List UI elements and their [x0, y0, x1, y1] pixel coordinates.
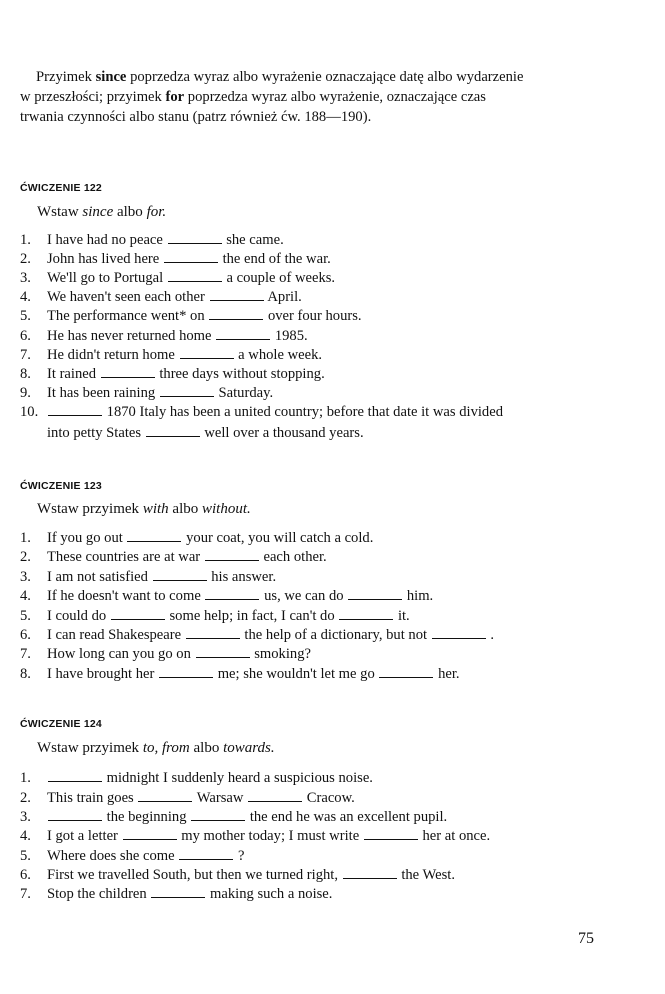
answer-blank[interactable]: [168, 269, 222, 282]
intro-text: Przyimek: [36, 69, 92, 85]
ex122-line-6: 6. He has never returned home 1985.: [20, 327, 308, 344]
exercise-122-line-10-cont: into petty States well over a thousand years.: [47, 425, 364, 441]
exercise-122-heading: ĆWICZENIE 122: [20, 182, 102, 194]
intro-text: trwania czynności albo stanu (patrz również ćw. 188—190).: [20, 109, 372, 125]
answer-blank[interactable]: [48, 769, 102, 782]
answer-blank[interactable]: [146, 424, 200, 437]
intro-text: w przeszłości; przyimek: [20, 89, 162, 105]
exercise-124-line-3: 3. the beginning the end he was an excellent pupil.: [20, 809, 448, 825]
answer-blank[interactable]: [164, 250, 218, 263]
ex123-line-8: 8. I have brought her me; she wouldn't let me go her.: [20, 665, 460, 682]
exercise-123-instruction: Wstaw przyimek with albo without.: [37, 501, 251, 517]
since-keyword: since: [95, 69, 127, 85]
answer-blank[interactable]: [159, 665, 213, 678]
intro-text: poprzedza wyraz albo wyrażenie oznaczające datę albo wydarzenie: [130, 69, 524, 85]
answer-blank[interactable]: [127, 529, 181, 542]
exercise-124-line-2: 2. This train goes Warsaw Cracow.: [20, 790, 355, 806]
answer-blank[interactable]: [248, 789, 302, 802]
answer-blank[interactable]: [151, 885, 205, 898]
answer-blank[interactable]: [153, 568, 207, 581]
answer-blank[interactable]: [180, 346, 234, 359]
answer-blank[interactable]: [209, 307, 263, 320]
answer-blank[interactable]: [379, 665, 433, 678]
page-number: 75: [578, 930, 594, 947]
ex122-line-4: 4. We haven't seen each other April.: [20, 289, 302, 306]
answer-blank[interactable]: [216, 327, 270, 340]
answer-blank[interactable]: [48, 808, 102, 821]
answer-blank[interactable]: [196, 645, 250, 658]
answer-blank[interactable]: [111, 607, 165, 620]
ex123-line-1: 1. If you go out your coat, you will catch a cold.: [20, 530, 374, 546]
ex123-line-2: 2. These countries are at war each other.: [20, 549, 327, 566]
for-keyword: for: [165, 89, 185, 105]
exercise-124-line-5: 5. Where does she come ?: [20, 848, 245, 864]
ex122-line-5: 5. The performance went* on over four hours.: [20, 308, 362, 325]
intro-paragraph: [20, 67, 595, 127]
answer-blank[interactable]: [48, 403, 102, 416]
ex123-line-6: 6. I can read Shakespeare the help of a dictionary, but not .: [20, 627, 495, 643]
answer-blank[interactable]: [168, 231, 222, 244]
ex122-line-8: 8. It rained three days without stopping.: [20, 365, 325, 382]
exercise-124-line-7: 7. Stop the children making such a noise.: [20, 886, 333, 902]
answer-blank[interactable]: [432, 626, 486, 639]
ex123-line-4: 4. If he doesn't want to come us, we can do him.: [20, 588, 434, 605]
ex122-line-1: 1. I have had no peace she came.: [20, 232, 284, 248]
exercise-122-instruction: Wstaw since albo for.: [37, 204, 167, 220]
answer-blank[interactable]: [210, 288, 264, 301]
exercise-124-line-4: 4. I got a letter my mother today; I must write her at once.: [20, 828, 491, 844]
answer-blank[interactable]: [123, 827, 177, 840]
answer-blank[interactable]: [348, 587, 402, 600]
answer-blank[interactable]: [364, 827, 418, 840]
answer-blank[interactable]: [160, 384, 214, 397]
answer-blank[interactable]: [179, 847, 233, 860]
exercise-124-line-6: 6. First we travelled South, but then we turned right, the West.: [20, 867, 456, 883]
exercise-122-line-10: 10. 1870 Italy has been a united country; before that date it was divided: [20, 404, 503, 420]
answer-blank[interactable]: [205, 587, 259, 600]
answer-blank[interactable]: [186, 626, 240, 639]
ex122-line-9: 9. It has been raining Saturday.: [20, 384, 274, 401]
answer-blank[interactable]: [343, 866, 397, 879]
ex123-line-5: 5. I could do some help; in fact, I can't do it.: [20, 607, 410, 624]
answer-blank[interactable]: [138, 789, 192, 802]
ex123-line-7: 7. How long can you go on smoking?: [20, 646, 311, 663]
exercise-124-heading: ĆWICZENIE 124: [20, 718, 102, 730]
answer-blank[interactable]: [339, 607, 393, 620]
ex122-line-7: 7. He didn't return home a whole week.: [20, 346, 323, 363]
exercise-124-line-1: 1. midnight I suddenly heard a suspicious noise.: [20, 770, 373, 786]
answer-blank[interactable]: [191, 808, 245, 821]
answer-blank[interactable]: [205, 548, 259, 561]
ex122-line-2: 2. John has lived here the end of the war.: [20, 251, 331, 268]
answer-blank[interactable]: [101, 365, 155, 378]
ex122-line-3: 3. We'll go to Portugal a couple of weeks.: [20, 270, 336, 287]
intro-text: poprzedza wyraz albo wyrażenie, oznaczające czas: [187, 89, 486, 105]
ex123-line-3: 3. I am not satisfied his answer.: [20, 568, 277, 585]
exercise-123-heading: ĆWICZENIE 123: [20, 480, 102, 492]
exercise-124-instruction: Wstaw przyimek to, from albo towards.: [37, 740, 275, 756]
